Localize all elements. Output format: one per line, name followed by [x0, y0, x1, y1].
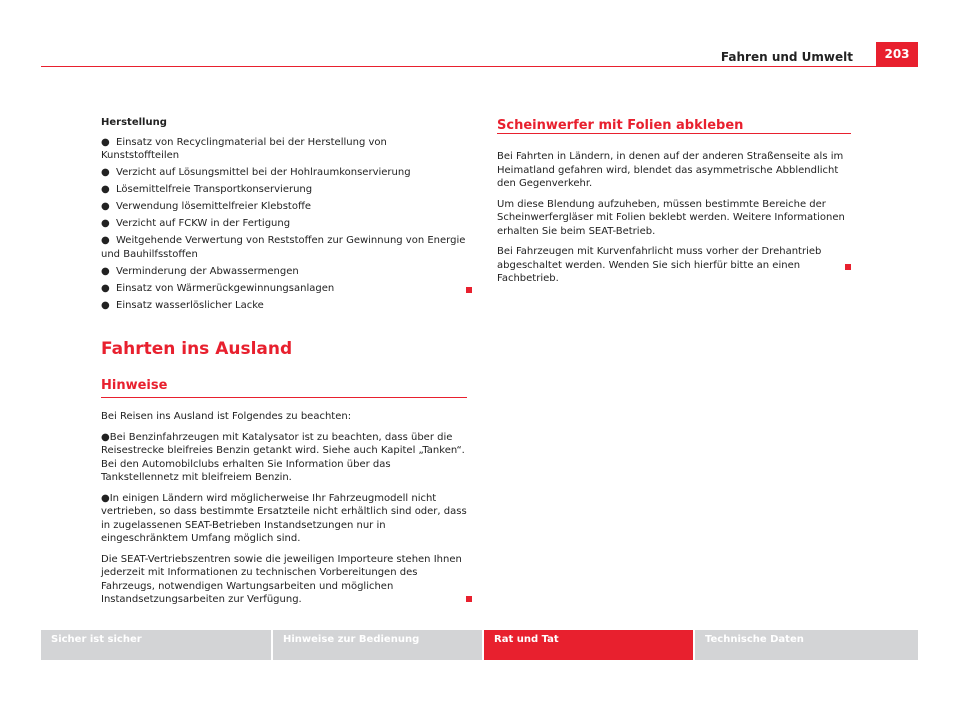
bullet-item: [101, 234, 467, 261]
bullet-item: [101, 492, 467, 546]
bullet-text: Bei Benzinfahrzeugen mit Katalysator ist zu beachten, dass über die Reisestrecke bleifreies Benzin getankt wird. Siehe auch Kapitel „Tanken“. Bei den Automobilclubs erhalten Sie Information über das Tankstellennetz mit bleifreiem Benzin.: [101, 431, 465, 483]
nav-tab-rat-und-tat[interactable]: Rat und Tat: [484, 630, 695, 660]
bullet-item: [101, 200, 467, 214]
bullet-text: Einsatz wasserlöslicher Lacke: [116, 300, 264, 312]
bullet-icon: ●: [101, 492, 110, 504]
bullet-icon: ●: [101, 235, 110, 247]
bullet-icon: ●: [101, 431, 110, 443]
hinweise-intro: Bei Reisen ins Ausland ist Folgendes zu beachten:: [101, 411, 352, 422]
nav-tab-hinweise-zur-bedienung[interactable]: Hinweise zur Bedienung: [273, 630, 484, 660]
bullet-icon: ●: [101, 136, 110, 148]
bullet-item: [101, 265, 467, 279]
bullet-icon: ●: [101, 218, 110, 230]
bullet-item: [101, 136, 467, 163]
hinweise-title: Hinweise: [101, 378, 168, 393]
bullet-text: Verwendung lösemittelfreier Klebstoffe: [116, 201, 312, 213]
bullet-text: Verzicht auf FCKW in der Fertigung: [116, 218, 291, 230]
scheinwerfer-paragraph: Bei Fahrten in Ländern, in denen auf der anderen Straßenseite als im Heimatland gefahren wird, blendet das asymmetrische Abblendlicht den Gegenverkehr.: [497, 151, 844, 189]
nav-tab-sicher-ist-sicher[interactable]: Sicher ist sicher: [41, 630, 273, 660]
header-divider: [41, 66, 918, 67]
header-title: Fahren und Umwelt: [720, 50, 853, 64]
herstellung-section: [101, 116, 467, 316]
bullet-item: [101, 183, 467, 197]
section-end-marker-icon: [466, 596, 472, 602]
bullet-icon: ●: [101, 300, 110, 312]
bullet-text: Lösemittelfreie Transportkonservierung: [116, 184, 313, 196]
page-number: 203: [876, 42, 918, 66]
bullet-item: [101, 217, 467, 231]
hinweise-closing: Die SEAT-Vertriebszentren sowie die jeweiligen Importeure stehen Ihnen jederzeit mit Informationen zu technischen Vorbereitungen des Fahrzeugs, notwendigen Wartungsarbeiten und möglichen Instandsetzungsarbeiten zur Verfügung.: [101, 553, 462, 605]
hinweise-divider: [101, 397, 467, 398]
bullet-item: [101, 299, 467, 313]
section-end-marker-icon: [466, 287, 472, 293]
bullet-text: Verminderung der Abwassermengen: [116, 266, 299, 278]
hinweise-list: [101, 431, 467, 546]
bullet-icon: ●: [101, 167, 110, 179]
hinweise-body: [101, 410, 467, 614]
bullet-text: In einigen Ländern wird möglicherweise Ihr Fahrzeugmodell nicht vertrieben, so dass bestimmte Ersatzteile nicht erhältlich sind oder, dass in zugelassenen SEAT-Betrieben Instandsetzungen nur in eingeschränktem Umfang möglich sind.: [101, 492, 467, 544]
section-end-marker-icon: [845, 264, 851, 270]
herstellung-list: [101, 136, 467, 313]
bullet-item: [101, 431, 467, 485]
chapter-navigation: [41, 630, 918, 660]
herstellung-heading: Herstellung: [101, 117, 167, 128]
bullet-icon: ●: [101, 266, 110, 278]
bullet-icon: ●: [101, 184, 110, 196]
scheinwerfer-title: Scheinwerfer mit Folien abkleben: [497, 118, 744, 133]
scheinwerfer-paragraph: Bei Fahrzeugen mit Kurvenfahrlicht muss vorher der Drehantrieb abgeschaltet werden. Wenden Sie sich hierfür bitte an einen Fachbetrieb.: [497, 246, 822, 284]
scheinwerfer-paragraph: Um diese Blendung aufzuheben, müssen bestimmte Bereiche der Scheinwerfergläser mit Folien beklebt werden. Weitere Informationen erhalten Sie beim SEAT-Betrieb.: [497, 198, 845, 237]
nav-tab-technische-daten[interactable]: Technische Daten: [695, 630, 918, 660]
bullet-text: Weitgehende Verwertung von Reststoffen zur Gewinnung von Energie und Bauhilfsstoffen: [101, 235, 466, 260]
bullet-icon: ●: [101, 201, 110, 213]
scheinwerfer-body: [497, 150, 847, 293]
bullet-text: Einsatz von Wärmerückgewinnungsanlagen: [116, 283, 335, 295]
bullet-item: [101, 166, 467, 180]
bullet-text: Einsatz von Recyclingmaterial bei der Herstellung von Kunststoffteilen: [101, 136, 387, 161]
bullet-icon: ●: [101, 283, 110, 295]
bullet-item: [101, 282, 467, 296]
chapter-title: Fahrten ins Ausland: [101, 339, 293, 359]
bullet-text: Verzicht auf Lösungsmittel bei der Hohlraumkonservierung: [116, 167, 411, 179]
scheinwerfer-divider: [497, 133, 851, 134]
